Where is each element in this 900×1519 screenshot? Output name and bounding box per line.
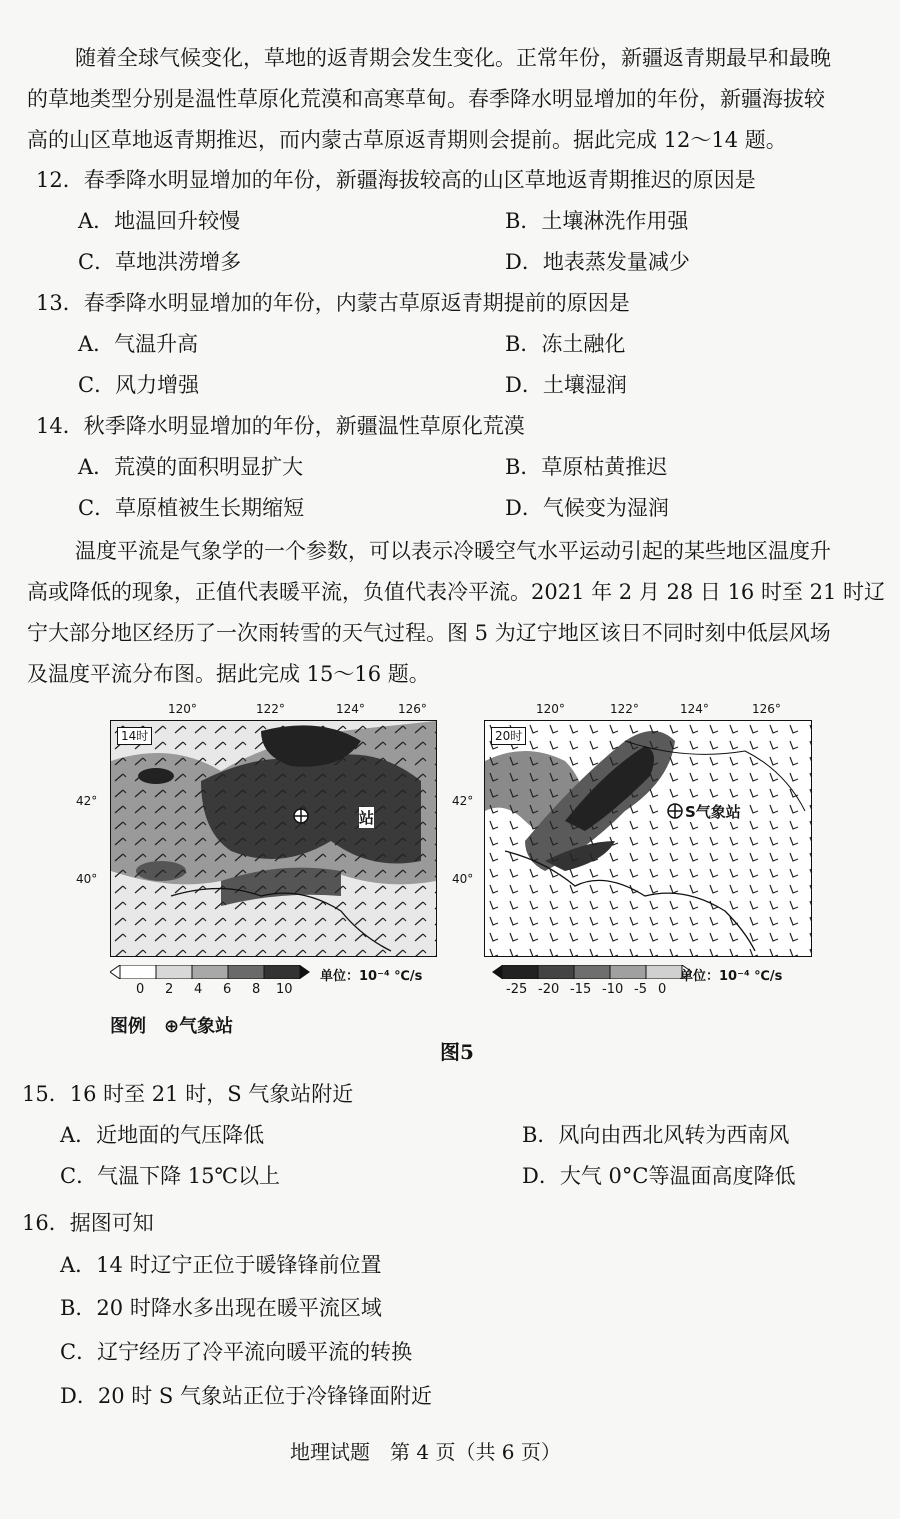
q16-option-b[interactable]: B．20 时降水多出现在暖平流区域 xyxy=(60,1296,382,1320)
map-20h-field xyxy=(485,721,811,956)
q12-option-b[interactable]: B．土壤淋洗作用强 xyxy=(505,209,689,233)
map-20h-lon-122: 122° xyxy=(610,702,639,716)
q16-option-d[interactable]: D．20 时 S 气象站正位于冷锋锋面附近 xyxy=(60,1384,432,1408)
intro2-line-2: 高或降低的现象，正值代表暖平流，负值代表冷平流。2021 年 2 月 28 日 16 时至 21 时辽 xyxy=(27,580,886,604)
map-14h xyxy=(70,700,450,1010)
figure-caption: 图5 xyxy=(440,1040,474,1064)
map-14h-field xyxy=(111,721,436,956)
map-20h-lon-126: 126° xyxy=(752,702,781,716)
q15-stem: 15．16 时至 21 时，S 气象站附近 xyxy=(22,1082,354,1106)
map-20h-lat-42: 42° xyxy=(452,794,474,808)
map-14h-scale-2: 2 xyxy=(165,982,174,997)
intro2-line-1: 温度平流是气象学的一个参数，可以表示冷暖空气水平运动引起的某些地区温度升 xyxy=(75,539,831,563)
map-14h-unit: 单位：10⁻⁴ ℃/s xyxy=(320,969,423,984)
q13-option-a[interactable]: A．气温升高 xyxy=(78,332,199,356)
q14-stem: 14．秋季降水明显增加的年份，新疆温性草原化荒漠 xyxy=(36,414,525,438)
map-20h-scale-0: 0 xyxy=(658,982,667,997)
map-14h-station-label: 站 xyxy=(359,809,375,827)
map-14h-time-tag: 14时 xyxy=(117,727,152,745)
map-20h-scale-m15: -15 xyxy=(570,982,592,997)
q14-option-c[interactable]: C．草原植被生长期缩短 xyxy=(78,496,305,520)
map-14h-scale-8: 8 xyxy=(252,982,261,997)
q16-option-c[interactable]: C．辽宁经历了冷平流向暖平流的转换 xyxy=(60,1340,413,1364)
q15-option-b[interactable]: B．风向由西北风转为西南风 xyxy=(522,1123,790,1147)
map-14h-lon-120: 120° xyxy=(168,702,197,716)
map-20h-scale-m10: -10 xyxy=(602,982,624,997)
map-20h-frame xyxy=(484,720,812,957)
map-20h-scale-m5: -5 xyxy=(634,982,647,997)
map-14h-frame xyxy=(110,720,437,957)
intro1-line-2: 的草地类型分别是温性草原化荒漠和高寒草甸。春季降水明显增加的年份，新疆海拔较 xyxy=(27,87,825,111)
map-20h-time-tag: 20时 xyxy=(491,727,526,745)
map-14h-scale-10: 10 xyxy=(276,982,293,997)
map-20h-lon-124: 124° xyxy=(680,702,709,716)
map-20h-scale-m20: -20 xyxy=(538,982,560,997)
q15-option-c[interactable]: C．气温下降 15℃以上 xyxy=(60,1164,280,1188)
map-20h-station-label: S气象站 xyxy=(685,803,741,821)
q12-option-c[interactable]: C．草地洪涝增多 xyxy=(78,250,242,274)
q16-stem: 16．据图可知 xyxy=(22,1211,154,1235)
intro2-line-3: 宁大部分地区经历了一次雨转雪的天气过程。图 5 为辽宁地区该日不同时刻中低层风场 xyxy=(27,621,831,645)
q12-stem: 12．春季降水明显增加的年份，新疆海拔较高的山区草地返青期推迟的原因是 xyxy=(36,168,756,192)
q13-option-b[interactable]: B．冻土融化 xyxy=(505,332,626,356)
map-20h-scale-m25: -25 xyxy=(506,982,528,997)
page-footer: 地理试题 第 4 页（共 6 页） xyxy=(290,1440,561,1464)
map-14h-colorbar xyxy=(110,965,310,979)
map-14h-lat-42: 42° xyxy=(76,794,98,808)
map-20h-unit: 单位：10⁻⁴ ℃/s xyxy=(680,969,783,984)
intro1-line-1: 随着全球气候变化，草地的返青期会发生变化。正常年份，新疆返青期最早和最晚 xyxy=(75,46,831,70)
q14-option-b[interactable]: B．草原枯黄推迟 xyxy=(505,455,668,479)
map-20h-lat-40: 40° xyxy=(452,872,474,886)
map-14h-scale-4: 4 xyxy=(194,982,203,997)
map-14h-lon-122: 122° xyxy=(256,702,285,716)
intro2-line-4: 及温度平流分布图。据此完成 15～16 题。 xyxy=(27,662,430,686)
map-14h-lon-124: 124° xyxy=(336,702,365,716)
map-14h-scale-6: 6 xyxy=(223,982,232,997)
q14-option-d[interactable]: D．气候变为湿润 xyxy=(505,496,669,520)
map-14h-lat-40: 40° xyxy=(76,872,98,886)
q13-option-d[interactable]: D．土壤湿润 xyxy=(505,373,627,397)
q12-option-d[interactable]: D．地表蒸发量减少 xyxy=(505,250,690,274)
q13-stem: 13．春季降水明显增加的年份，内蒙古草原返青期提前的原因是 xyxy=(36,291,630,315)
map-14h-scale-0: 0 xyxy=(136,982,145,997)
intro1-line-3: 高的山区草地返青期推迟，而内蒙古草原返青期则会提前。据此完成 12～14 题。 xyxy=(27,128,787,152)
q13-option-c[interactable]: C．风力增强 xyxy=(78,373,200,397)
q15-option-a[interactable]: A．近地面的气压降低 xyxy=(60,1123,265,1147)
map-14h-lon-126: 126° xyxy=(398,702,427,716)
figure-legend: 图例 ⊕气象站 xyxy=(110,1016,234,1037)
q15-option-d[interactable]: D．大气 0°C等温面高度降低 xyxy=(522,1164,796,1188)
q14-option-a[interactable]: A．荒漠的面积明显扩大 xyxy=(78,455,304,479)
q16-option-a[interactable]: A．14 时辽宁正位于暖锋锋前位置 xyxy=(60,1253,382,1277)
q12-option-a[interactable]: A．地温回升较慢 xyxy=(78,209,241,233)
map-20h xyxy=(448,700,828,1010)
map-20h-colorbar xyxy=(492,965,692,979)
map-20h-lon-120: 120° xyxy=(536,702,565,716)
